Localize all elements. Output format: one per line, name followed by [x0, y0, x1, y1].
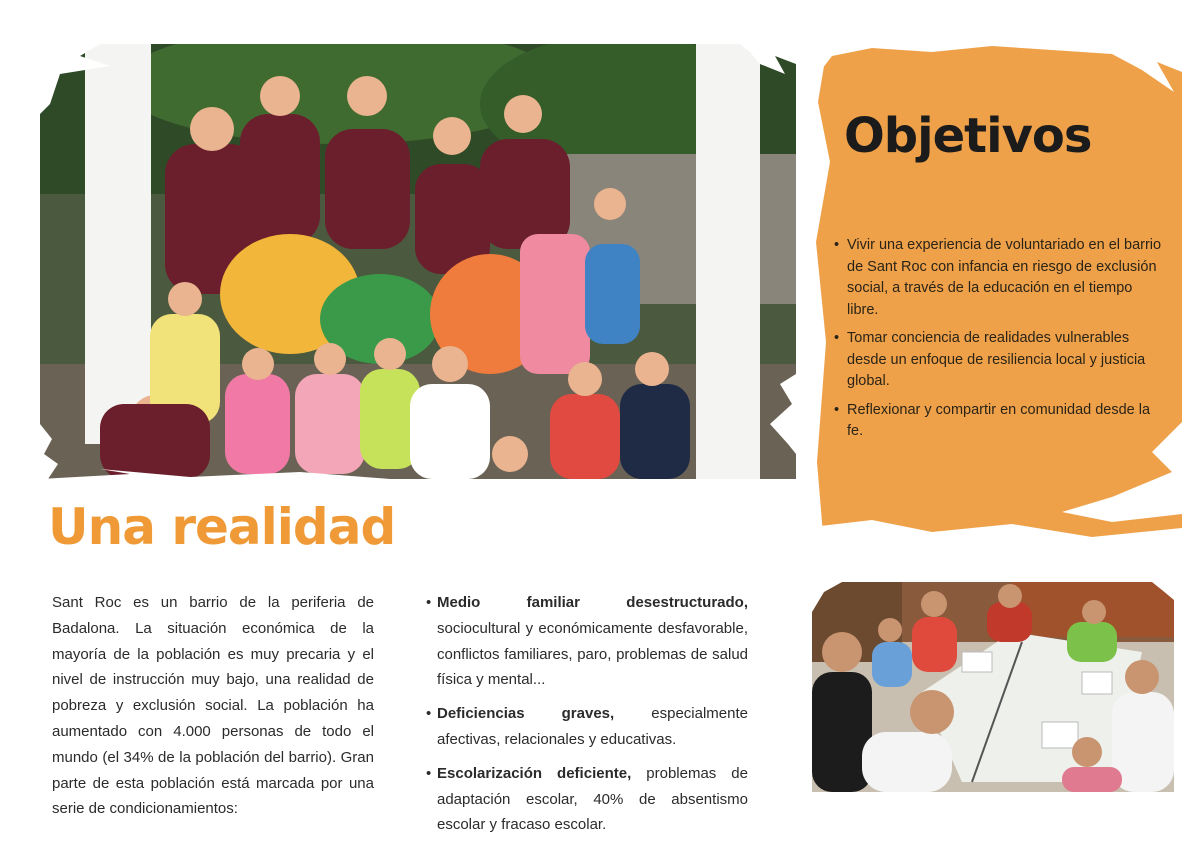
group-photo-illustration — [40, 44, 796, 479]
objectives-panel — [812, 42, 1182, 546]
objective-item: • Tomar conciencia de realidades vulnerables desde un enfoque de resiliencia local y justicia global. — [834, 328, 1164, 393]
conditions-list — [426, 590, 748, 846]
objective-item: • Vivir una experiencia de voluntariado en el barrio de Sant Roc con infancia en riesgo de exclusión social, a través de la educación en el tiempo libre. — [834, 235, 1164, 321]
objectives-list — [834, 235, 1164, 450]
condition-text: especialmente afectivas, relacionales y educativas. — [437, 705, 748, 748]
reality-intro-text: Sant Roc es un barrio de la periferia de Badalona. La situación económica de la mayoría de la población es muy precaria y el nivel de instrucción muy bajo, una realidad de pobreza y exclusión social. La población ha aumentado con 4.000 personas de todo el mundo (el 34% de la población del barrio). Gran parte de esta población está marcada por una serie de condicionamientos: — [52, 594, 374, 818]
objective-item: • Reflexionar y compartir en comunidad desde la fe. — [834, 400, 1164, 443]
condition-text: sociocultural y económicamente desfavorable, conflictos familiares, paro, problemas de salud física y mental... — [437, 619, 748, 689]
condition-item — [426, 590, 748, 693]
group-photo — [40, 44, 796, 479]
meeting-photo-illustration — [812, 582, 1174, 792]
meeting-photo — [812, 582, 1174, 792]
reality-title: Una realidad — [48, 498, 396, 556]
condition-heading: Deficiencias graves, — [437, 705, 615, 723]
objectives-title: Objetivos — [844, 108, 1092, 164]
condition-text: problemas de adaptación escolar, 40% de absentismo escolar y fracaso escolar. — [437, 764, 748, 834]
condition-item — [426, 761, 748, 838]
condition-item — [426, 701, 748, 753]
condition-heading: Medio familiar desestructurado, — [437, 594, 748, 611]
condition-heading: Escolarización deficiente, — [437, 764, 632, 782]
